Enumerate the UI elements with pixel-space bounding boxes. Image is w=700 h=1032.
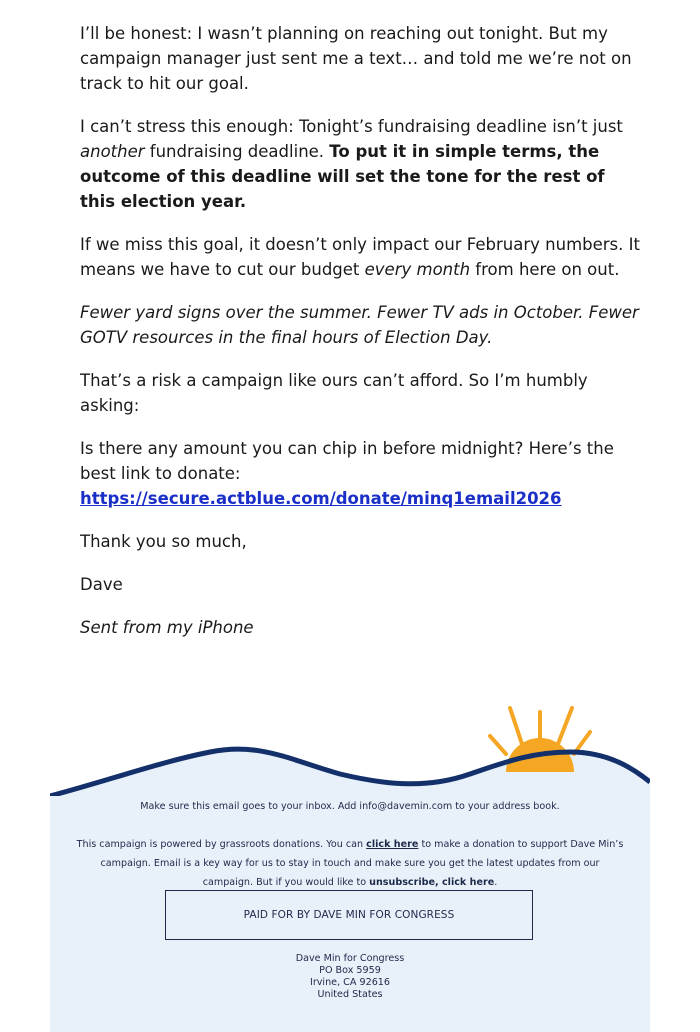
deadline-emphasis: another: [80, 142, 145, 161]
address-city: Irvine, CA 92616: [309, 977, 391, 988]
sent-from-iphone: [80, 615, 640, 640]
donate-click-here-link[interactable]: click here: [366, 839, 419, 850]
paragraph-ask: [80, 436, 640, 511]
address-po: PO Box 5959: [319, 965, 381, 976]
ask-text: Is there any amount you can chip in before midnight? Here’s the best link to donate:: [80, 439, 614, 483]
donate-link[interactable]: https://secure.actblue.com/donate/minq1email2026: [80, 489, 562, 508]
deadline-text-a: I can’t stress this enough: Tonight’s fundraising deadline isn’t just: [80, 117, 623, 136]
budget-text-b: from here on out.: [470, 260, 620, 279]
consequences-text: Fewer yard signs over the summer. Fewer TV ads in October. Fewer GOTV resources in the final hours of Election Day.: [80, 303, 639, 347]
sent-from-text: Sent from my iPhone: [80, 618, 254, 637]
address-name: Dave Min for Congress: [295, 953, 405, 964]
inbox-note: Make sure this email goes to your inbox. Add info@davemin.com to your address book.: [140, 801, 560, 812]
paid-for-disclaimer: PAID FOR BY DAVE MIN FOR CONGRESS: [165, 890, 533, 940]
closing-thanks: Thank you so much,: [80, 532, 247, 551]
paragraph-budget: [80, 232, 640, 282]
grassroots-text-c: .: [494, 877, 498, 888]
deadline-strong: To put it in simple terms, the outcome of this deadline will set the tone for the rest of this election year.: [80, 142, 605, 211]
budget-text-a: If we miss this goal, it doesn’t only impact our February numbers. It means we have to cut our budget: [80, 235, 640, 279]
unsubscribe-link[interactable]: unsubscribe, click here: [369, 877, 495, 888]
signature: Dave: [80, 575, 123, 594]
grassroots-text-b: to make a donation to support Dave Min’s campaign. Email is a key way for us to stay in touch and make sure you get the latest updates from our campaign. But if you would like to: [100, 839, 624, 888]
address-country: United States: [317, 989, 383, 1000]
deadline-text-b: fundraising deadline.: [144, 142, 330, 161]
email-footer: [50, 700, 650, 1032]
footer-panel: [50, 796, 650, 1032]
paragraph-deadline: [80, 114, 640, 214]
mailing-address: [50, 953, 650, 1001]
paragraph-risk: That’s a risk a campaign like ours can’t afford. So I’m humbly asking:: [80, 371, 588, 415]
grassroots-text-a: This campaign is powered by grassroots donations. You can: [76, 839, 367, 850]
email-body: [80, 21, 640, 658]
budget-emphasis: every month: [364, 260, 471, 279]
sun-wave-graphic: [50, 700, 650, 810]
paragraph-consequences: [80, 300, 640, 350]
grassroots-note: [74, 835, 626, 892]
paragraph-intro: I’ll be honest: I wasn’t planning on reaching out tonight. But my campaign manager just sent me a text… and told me we’re not on track to hit our goal.: [80, 24, 632, 93]
